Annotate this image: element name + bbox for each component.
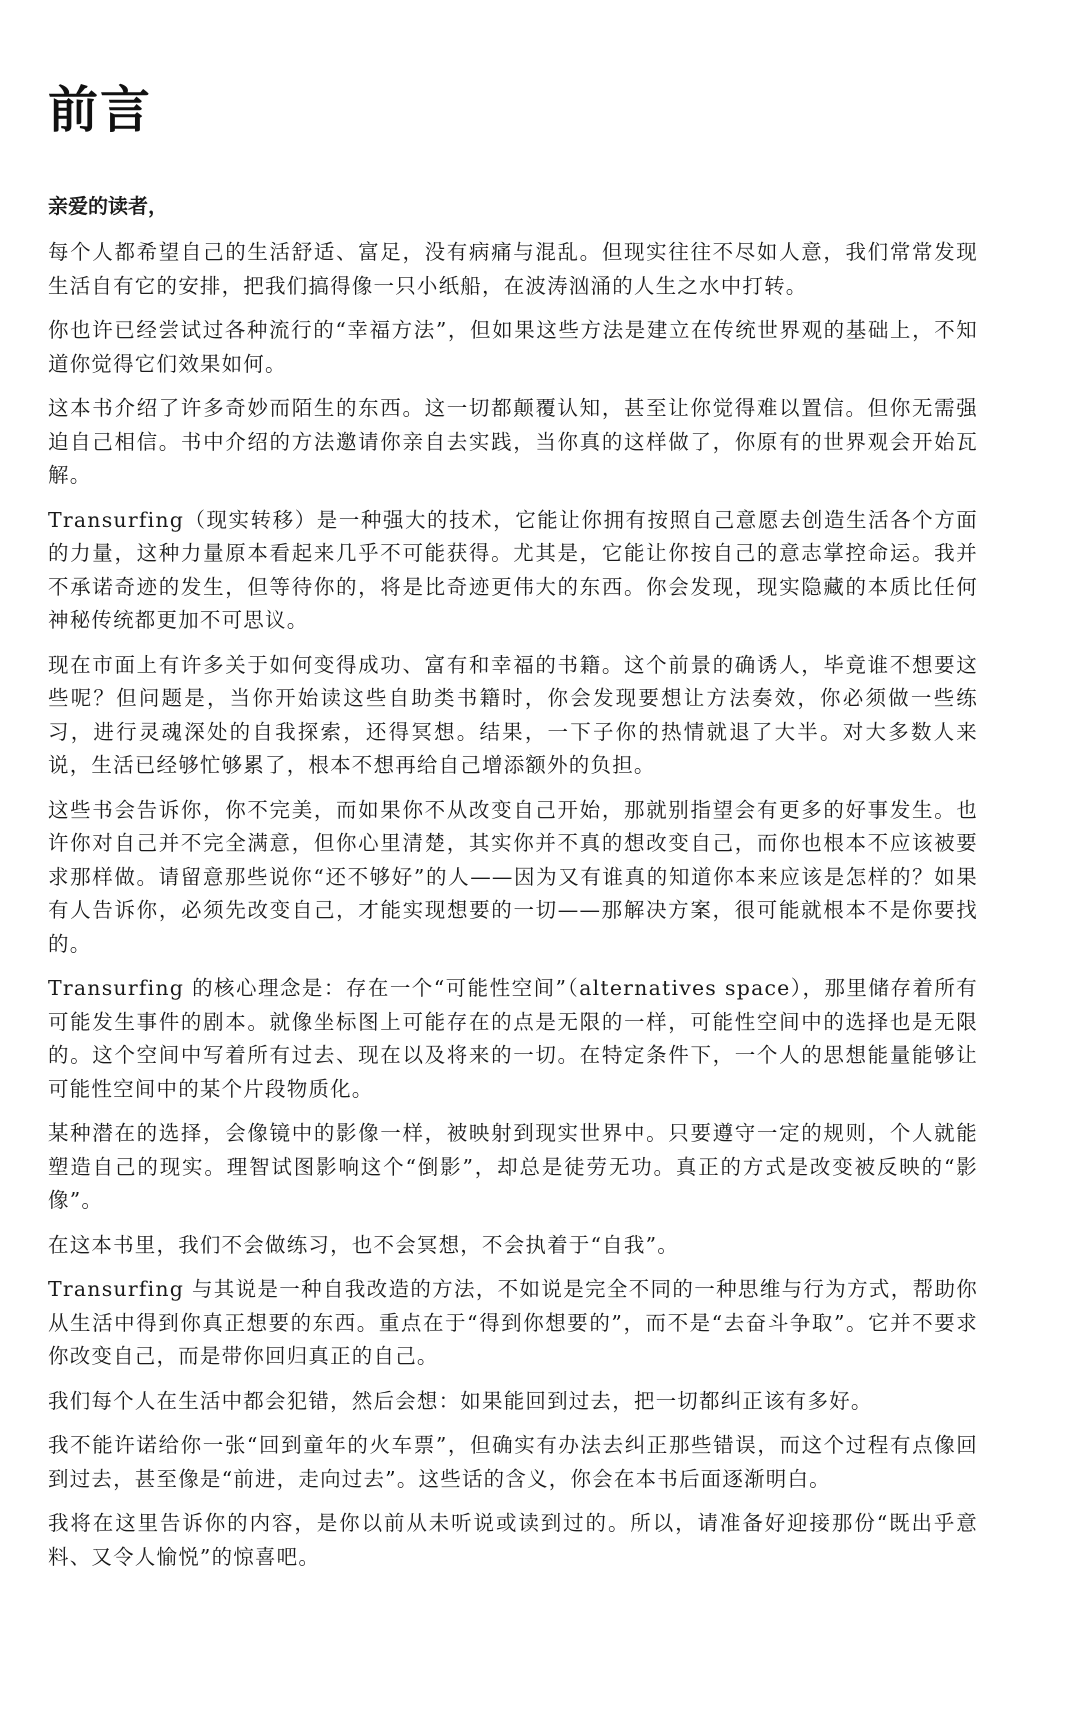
- paragraph: 某种潜在的选择，会像镜中的影像一样，被映射到现实世界中。只要遵守一定的规则，个人就能塑造自己的现实。理智试图影响这个“倒影”，却总是徒劳无功。真正的方式是改变被反映的“影像”。: [48, 1121, 978, 1212]
- paragraph: Transurfing 的核心理念是：存在一个“可能性空间”（alternatives space），那里储存着所有可能发生事件的剧本。就像坐标图上可能存在的点是无限的一样，可能性空间中的选择也是无限的。这个空间中写着所有过去、现在以及将来的一切。在特定条件下，一个人的思想能量能够让可能性空间中的某个片段物质化。: [48, 976, 978, 1101]
- page-title: 前言: [48, 81, 152, 139]
- paragraph: 这些书会告诉你，你不完美，而如果你不从改变自己开始，那就别指望会有更多的好事发生。也许你对自己并不完全满意，但你心里清楚，其实你并不真的想改变自己，而你也根本不应该被要求那样做。请留意那些说你“还不够好”的人——因为又有谁真的知道你本来应该是怎样的？如果有人告诉你，必须先改变自己，才能实现想要的一切——那解决方案，很可能就根本不是你要找的。: [48, 797, 978, 956]
- paragraph: 你也许已经尝试过各种流行的“幸福方法”，但如果这些方法是建立在传统世界观的基础上，不知道你觉得它们效果如何。: [48, 318, 978, 376]
- paragraph: 现在市面上有许多关于如何变得成功、富有和幸福的书籍。这个前景的确诱人，毕竟谁不想要这些呢？但问题是，当你开始读这些自助类书籍时，你会发现要想让方法奏效，你必须做一些练习，进行灵魂深处的自我探索，还得冥想。结果，一下子你的热情就退了大半。对大多数人来说，生活已经够忙够累了，根本不想再给自己增添额外的负担。: [48, 652, 978, 777]
- paragraph: Transurfing 与其说是一种自我改造的方法，不如说是完全不同的一种思维与行为方式，帮助你从生活中得到你真正想要的东西。重点在于“得到你想要的”，而不是“去奋斗争取”。它并不要求你改变自己，而是带你回归真正的自己。: [48, 1277, 978, 1368]
- salutation: 亲爱的读者，: [48, 194, 168, 218]
- paragraph: Transurfing（现实转移）是一种强大的技术，它能让你拥有按照自己意愿去创造生活各个方面的力量，这种力量原本看起来几乎不可能获得。尤其是，它能让你按自己的意志掌控命运。我并不承诺奇迹的发生，但等待你的，将是比奇迹更伟大的东西。你会发现，现实隐藏的本质比任何神秘传统都更加不可思议。: [48, 507, 978, 632]
- paragraph: 我们每个人在生活中都会犯错，然后会想：如果能回到过去，把一切都纠正该有多好。: [48, 1388, 873, 1413]
- paragraph: 我将在这里告诉你的内容，是你以前从未听说或读到过的。所以，请准备好迎接那份“既出乎意料、又令人愉悦”的惊喜吧。: [48, 1511, 978, 1569]
- paragraph: 在这本书里，我们不会做练习，也不会冥想，不会执着于“自我”。: [48, 1232, 679, 1257]
- document-page: [48, 80, 978, 1585]
- paragraph: 每个人都希望自己的生活舒适、富足，没有病痛与混乱。但现实往往不尽如人意，我们常常发现生活自有它的安排，把我们搞得像一只小纸船，在波涛汹涌的人生之水中打转。: [48, 240, 978, 298]
- paragraph: 我不能许诺给你一张“回到童年的火车票”，但确实有办法去纠正那些错误，而这个过程有点像回到过去，甚至像是“前进，走向过去”。这些话的含义，你会在本书后面逐渐明白。: [48, 1433, 978, 1491]
- paragraph: 这本书介绍了许多奇妙而陌生的东西。这一切都颠覆认知，甚至让你觉得难以置信。但你无需强迫自己相信。书中介绍的方法邀请你亲自去实践，当你真的这样做了，你原有的世界观会开始瓦解。: [48, 396, 978, 487]
